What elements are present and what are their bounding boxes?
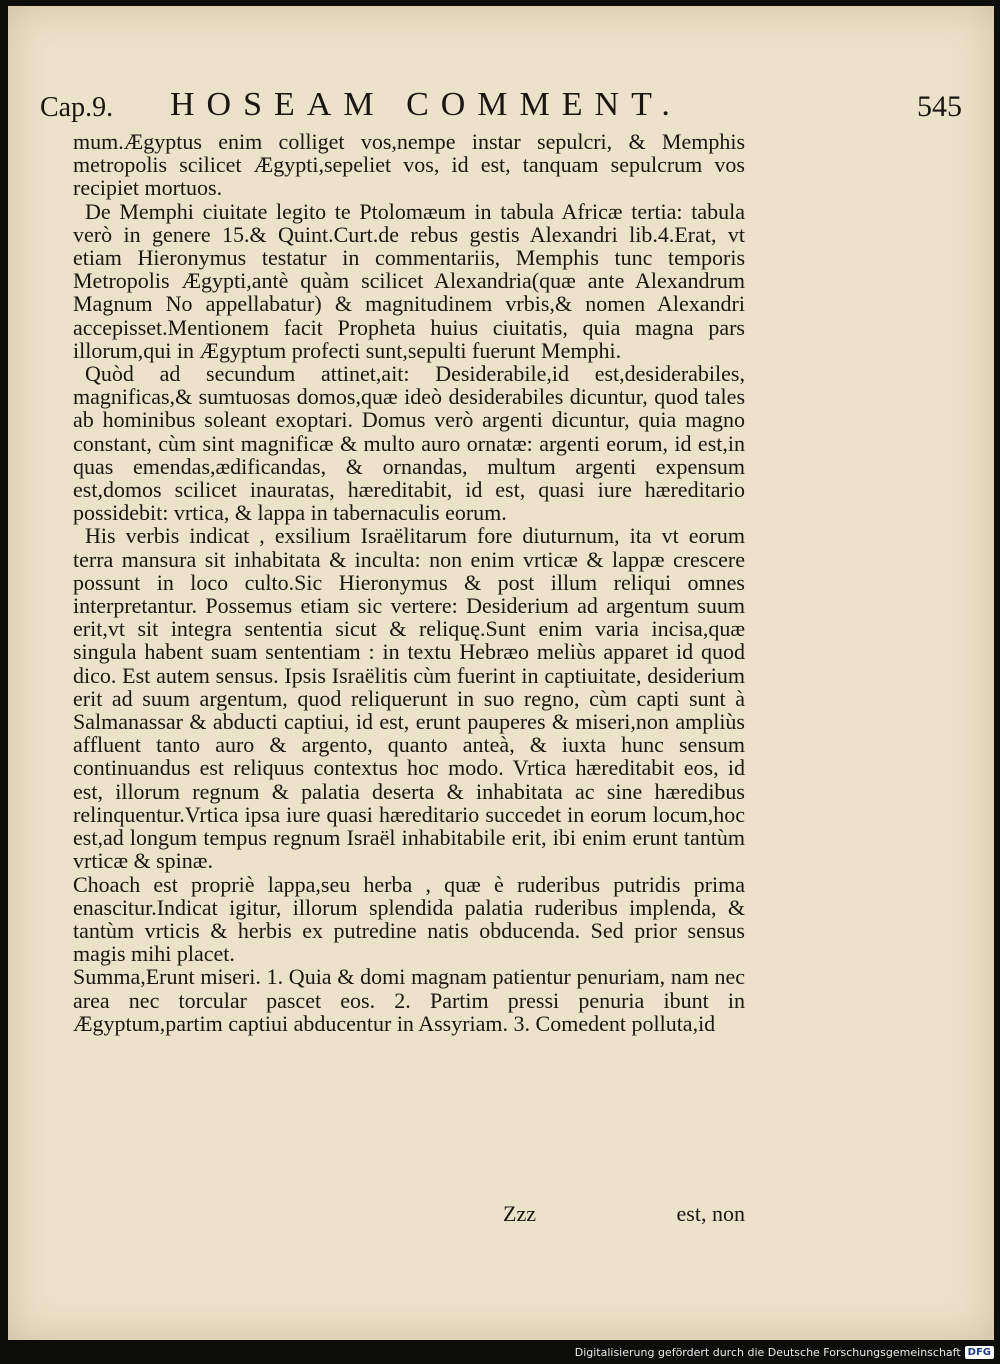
paragraph: Quòd ad secundum attinet,ait: Desiderabile,id est,desiderabiles, magnificas,& sumtuosas domos,quæ ideò desiderabiles dicuntur, quod tales ab hominibus soleant exoptari. Domus verò argenti dicuntur, quia magno constant, cùm sint magnificæ & multo auro ornatæ: argenti eorum, id est,in quas emendas,ædificandas, & ornandas, multum argenti expensum est,domos scilicet inauratas, hæreditabit, id est, quasi iure hæreditario possidebit: vrtica, & lappa in tabernaculis eorum. bbox=[73, 361, 745, 526]
running-title: HOSEAM COMMENT. bbox=[170, 86, 682, 123]
running-header bbox=[40, 86, 962, 130]
chapter-label: Cap.9. bbox=[40, 92, 114, 123]
dfg-logo: DFG bbox=[965, 1346, 994, 1359]
signature-mark: Zzz bbox=[503, 1201, 536, 1226]
book-page bbox=[8, 6, 994, 1340]
paragraph: Choach est propriè lappa,seu herba , quæ è ruderibus putridis prima enascitur.Indicat igitur, illorum splendida palatia ruderibus implenda, & tantùm vrticis & herbis ex putredine natis obducenda. Sed prior sensus magis mihi placet. bbox=[73, 871, 745, 967]
catchword: est, non bbox=[676, 1201, 745, 1226]
page-number: 545 bbox=[917, 90, 962, 123]
main-text bbox=[73, 130, 745, 1035]
credit-text: Digitalisierung gefördert durch die Deutsche Forschungsgemeinschaft bbox=[574, 1345, 961, 1359]
paragraph: His verbis indicat , exsilium Israëlitarum fore diuturnum, ita vt eorum terra mansura sit inhabitata & inculta: non enim vrticæ & lappæ crescere possunt in loco culto.Sic Hieronymus & post illum reliqui omnes interpretantur. Possemus etiam sic vertere: Desiderium ad argentum suum erit,vt sit integra sententia sicut & reliquę.Sunt enim varia incisa,quæ singula habent suam sententiam : in textu Hebræo meliùs apparet id quod dico. Est autem sensus. Ipsis Israëlitis cùm fuerint in captiuitate, desiderium erit ad suum argentum, quod reliquerunt in suo regno, cùm capti sunt à Salmanassar & abducti captiui, id est, erunt pauperes & miseri,non ampliùs affluent tanto auro & argento, quanto anteà, & iuxta hunc sensum continuandus est reliquus contextus hoc modo. Vrtica hæreditabit eos, id est, illorum regnum & palatia deserta & inhabitata ac sine hæredibus relinquentur.Vrtica ipsa iure quasi hæreditario succedet in eorum locum,hoc est,ad longum tempus regnum Israël inhabitabile erit, ibi enim erunt tantùm vrticæ & spinæ. bbox=[73, 523, 745, 874]
paragraph: mum.Ægyptus enim colliget vos,nempe instar sepulcri, & Memphis metropolis scilicet Ægypti,sepeliet vos, id est, tanquam sepulcrum vos recipiet mortuos. bbox=[73, 129, 745, 201]
digitization-credit bbox=[575, 1342, 994, 1362]
paragraph: De Memphi ciuitate legito te Ptolomæum in tabula Africæ tertia: tabula verò in genere 15.& Quint.Curt.de rebus gestis Alexandri lib.4.Erat, vt etiam Hieronymus testatur in commentariis, Memphis tunc temporis Metropolis Ægypti,antè quàm scilicet Alexandria(quæ ante Alexandrum Magnum No appellabatur) & magnitudinem vrbis,& nomen Alexandri accepisset.Mentionem facit Propheta huius ciuitatis, quia magna pars illorum,qui in Ægyptum profecti sunt,sepulti fuerunt Memphi. bbox=[73, 198, 745, 363]
paragraph: Summa,Erunt miseri. 1. Quia & domi magnam patientur penuriam, nam nec area nec torcular pascet eos. 2. Partim pressi penuria ibunt in Ægyptum,partim captiui abducentur in Assyriam. 3. Comedent polluta,id bbox=[73, 964, 745, 1036]
page-footer bbox=[73, 1201, 745, 1231]
